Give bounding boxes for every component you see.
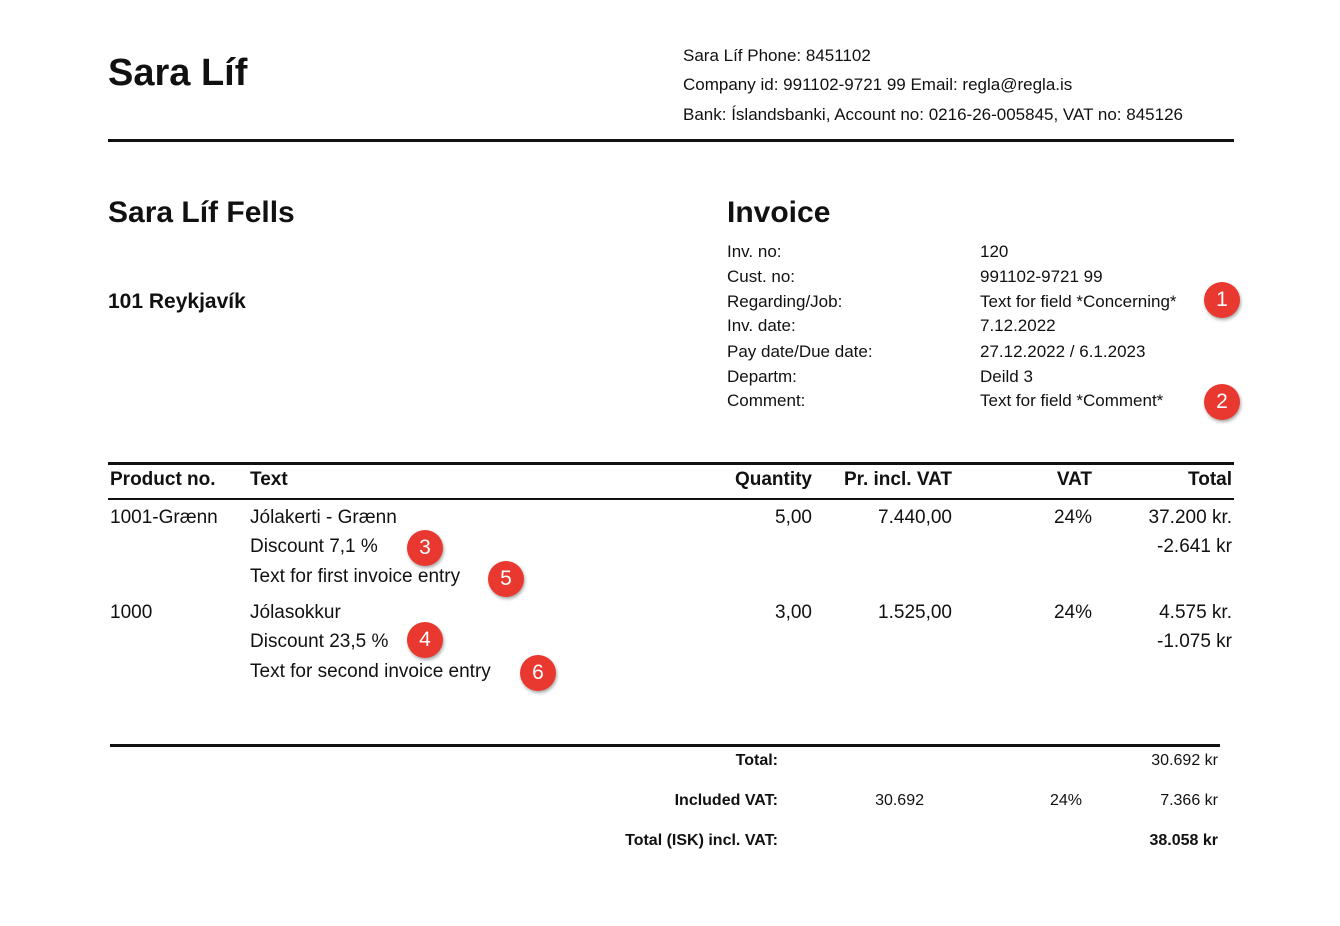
cust-no-value: 991102-9721 99: [980, 267, 1103, 286]
inv-date-label: Inv. date:: [727, 316, 796, 335]
company-phone-line: Sara Líf Phone: 8451102: [683, 46, 871, 65]
department-label: Departm:: [727, 367, 797, 386]
header-price: Pr. incl. VAT: [843, 469, 952, 490]
row2-price: 1.525,00: [878, 602, 952, 623]
row1-entry-text: Text for first invoice entry: [250, 566, 461, 587]
grand-total-value: 38.058 kr: [1149, 832, 1218, 849]
table-top-rule: [108, 462, 1234, 465]
included-vat-label: Included VAT:: [674, 792, 778, 809]
row1-vat: 24%: [1053, 507, 1092, 528]
row2-quantity: 3,00: [775, 602, 812, 623]
comment-value: Text for field *Comment*: [980, 391, 1164, 410]
department-value: Deild 3: [980, 367, 1033, 386]
row1-total: 37.200 kr.: [1148, 507, 1232, 528]
pay-date-value: 27.12.2022 / 6.1.2023: [980, 342, 1146, 361]
company-bank-line: Bank: Íslandsbanki, Account no: 0216-26-005845, VAT no: 845126: [683, 105, 1183, 124]
inv-date-value: 7.12.2022: [980, 316, 1056, 335]
header-divider: [108, 139, 1234, 142]
row2-product-no: 1000: [110, 602, 153, 623]
row1-product-no: 1001-Grænn: [110, 507, 218, 528]
row2-vat: 24%: [1053, 602, 1092, 623]
annotation-badge-2: 2: [1204, 384, 1240, 420]
annotation-badge-6: 6: [520, 655, 556, 691]
row2-entry-text: Text for second invoice entry: [250, 661, 491, 682]
inv-no-value: 120: [980, 242, 1009, 261]
pay-date-label: Pay date/Due date:: [727, 342, 873, 361]
row1-quantity: 5,00: [775, 507, 812, 528]
included-vat-base: 30.692: [875, 792, 924, 809]
table-header-rule: [108, 498, 1234, 500]
customer-name: Sara Líf Fells: [108, 196, 295, 229]
included-vat-rate: 24%: [1049, 792, 1082, 809]
annotation-badge-3: 3: [407, 530, 443, 566]
annotation-badge-5: 5: [488, 561, 524, 597]
annotation-badge-4: 4: [407, 622, 443, 658]
row2-discount-amount: -1.075 kr: [1157, 631, 1232, 652]
regarding-label: Regarding/Job:: [727, 292, 843, 311]
header-total: Total: [1188, 469, 1232, 490]
invoice-title: Invoice: [727, 196, 831, 229]
customer-city: 101 Reykjavík: [108, 290, 246, 313]
row1-price: 7.440,00: [878, 507, 952, 528]
header-product-no: Product no.: [110, 469, 216, 490]
regarding-value: Text for field *Concerning*: [980, 292, 1177, 311]
row1-discount-amount: -2.641 kr: [1157, 536, 1232, 557]
comment-label: Comment:: [727, 391, 806, 410]
header-vat: VAT: [1056, 469, 1092, 490]
row1-discount-text: Discount 7,1 %: [250, 536, 378, 557]
company-name: Sara Líf: [108, 52, 248, 94]
row1-text: Jólakerti - Grænn: [250, 507, 397, 528]
company-id-email-line: Company id: 991102-9721 99 Email: regla@regla.is: [683, 75, 1073, 94]
grand-total-label: Total (ISK) incl. VAT:: [625, 832, 778, 849]
included-vat-value: 7.366 kr: [1160, 792, 1218, 809]
header-quantity: Quantity: [734, 469, 812, 490]
row2-text: Jólasokkur: [250, 602, 341, 623]
row2-discount-text: Discount 23,5 %: [250, 631, 389, 652]
total-label: Total:: [735, 752, 778, 769]
row2-total: 4.575 kr.: [1159, 602, 1232, 623]
total-value: 30.692 kr: [1151, 752, 1218, 769]
cust-no-label: Cust. no:: [727, 267, 796, 286]
header-text: Text: [250, 469, 288, 490]
inv-no-label: Inv. no:: [727, 242, 782, 261]
totals-rule: [110, 744, 1220, 747]
annotation-badge-1: 1: [1204, 282, 1240, 318]
